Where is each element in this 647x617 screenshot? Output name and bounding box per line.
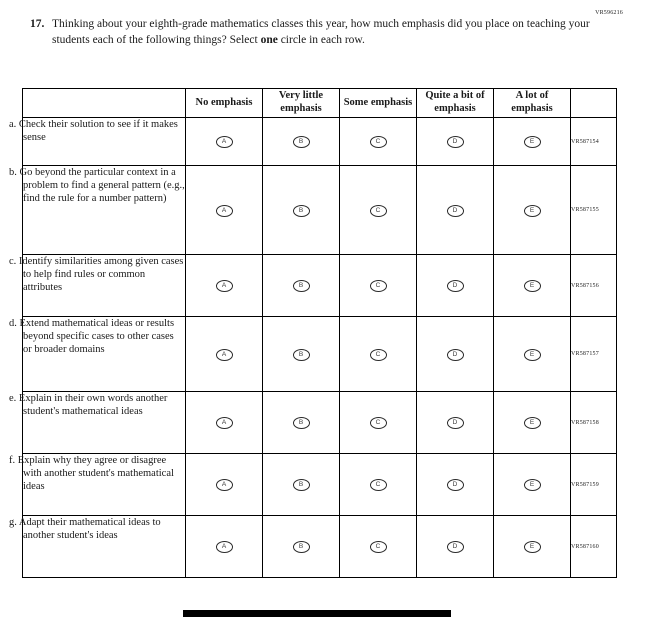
answer-cell [417, 255, 494, 317]
answer-cell [263, 317, 340, 392]
row-letter: g. [9, 517, 17, 528]
row-letter: d. [9, 318, 17, 329]
answer-bubble[interactable]: D [447, 349, 464, 361]
answer-cell [417, 516, 494, 578]
answer-bubble[interactable]: C [370, 280, 387, 292]
answer-bubble[interactable]: C [370, 205, 387, 217]
header-a-lot-emphasis: A lot of emphasis [494, 89, 571, 118]
answer-cell [494, 255, 571, 317]
row-code: VR587157 [571, 317, 617, 392]
answer-bubble[interactable]: D [447, 280, 464, 292]
question-number: 17. [30, 18, 45, 30]
row-text: Explain in their own words another student's mathematical ideas [16, 393, 168, 418]
header-very-little-emphasis: Very little emphasis [263, 89, 340, 118]
answer-bubble[interactable]: D [447, 136, 464, 148]
row-letter: b. [9, 167, 17, 178]
answer-cell [340, 166, 417, 255]
header-row [23, 89, 617, 118]
emphasis-table [9, 88, 617, 578]
answer-bubble[interactable]: C [370, 541, 387, 553]
row-label [9, 166, 186, 255]
answer-bubble[interactable]: D [447, 479, 464, 491]
row-code: VR587156 [571, 255, 617, 317]
header-quite-a-bit-emphasis: Quite a bit of emphasis [417, 89, 494, 118]
answer-bubble[interactable]: A [216, 479, 233, 491]
form-code: VR596216 [595, 10, 623, 16]
answer-cell [340, 454, 417, 516]
answer-bubble[interactable]: A [216, 136, 233, 148]
answer-cell [417, 392, 494, 454]
table-row [23, 454, 617, 516]
answer-cell [263, 255, 340, 317]
question-text-after: circle in each row. [277, 33, 365, 46]
header-empty-code [571, 89, 617, 118]
answer-bubble[interactable]: B [293, 205, 310, 217]
answer-cell [186, 516, 263, 578]
row-label [9, 317, 186, 392]
row-code: VR587155 [571, 166, 617, 255]
answer-bubble[interactable]: E [524, 541, 541, 553]
table-row [23, 392, 617, 454]
answer-bubble[interactable]: A [216, 205, 233, 217]
answer-bubble[interactable]: B [293, 280, 310, 292]
question-text [52, 17, 590, 49]
row-code: VR587154 [571, 118, 617, 166]
answer-bubble[interactable]: D [447, 541, 464, 553]
answer-cell [417, 118, 494, 166]
answer-cell [186, 317, 263, 392]
row-label [9, 454, 186, 516]
row-label [9, 118, 186, 166]
answer-cell [494, 392, 571, 454]
answer-bubble[interactable]: B [293, 417, 310, 429]
answer-bubble[interactable]: C [370, 479, 387, 491]
answer-cell [186, 166, 263, 255]
answer-cell [417, 166, 494, 255]
answer-bubble[interactable]: E [524, 417, 541, 429]
table-row [23, 516, 617, 578]
header-no-emphasis: No emphasis [186, 89, 263, 118]
answer-bubble[interactable]: A [216, 280, 233, 292]
answer-cell [340, 392, 417, 454]
answer-cell [417, 454, 494, 516]
answer-bubble[interactable]: B [293, 479, 310, 491]
table-body [9, 118, 617, 578]
row-text: Go beyond the particular context in a problem to find a general pattern (e.g., find the rule for a number pattern) [16, 167, 185, 205]
answer-bubble[interactable]: C [370, 136, 387, 148]
row-label [9, 255, 186, 317]
answer-cell [340, 255, 417, 317]
row-text: Extend mathematical ideas or results beyond specific cases to other cases or broader domains [16, 318, 175, 356]
answer-cell [340, 317, 417, 392]
answer-bubble[interactable]: D [447, 417, 464, 429]
answer-bubble[interactable]: E [524, 205, 541, 217]
header-some-emphasis: Some emphasis [340, 89, 417, 118]
answer-bubble[interactable]: B [293, 136, 310, 148]
answer-cell [340, 516, 417, 578]
row-text: Check their solution to see if it makes sense [16, 119, 178, 144]
row-letter: c. [9, 256, 17, 267]
answer-bubble[interactable]: D [447, 205, 464, 217]
answer-cell [263, 166, 340, 255]
answer-cell [263, 118, 340, 166]
answer-cell [340, 118, 417, 166]
answer-cell [186, 392, 263, 454]
table-row [23, 166, 617, 255]
table-row [23, 317, 617, 392]
answer-bubble[interactable]: E [524, 136, 541, 148]
row-letter: f. [9, 455, 16, 466]
answer-cell [263, 516, 340, 578]
answer-bubble[interactable]: A [216, 417, 233, 429]
row-code: VR587158 [571, 392, 617, 454]
answer-cell [186, 454, 263, 516]
row-letter: e. [9, 393, 17, 404]
table-row [23, 118, 617, 166]
answer-bubble[interactable]: E [524, 479, 541, 491]
answer-bubble[interactable]: B [293, 349, 310, 361]
answer-cell [494, 118, 571, 166]
answer-cell [494, 516, 571, 578]
answer-cell [186, 255, 263, 317]
print-alignment-bar [183, 610, 451, 617]
row-code: VR587160 [571, 516, 617, 578]
row-label [9, 392, 186, 454]
answer-bubble[interactable]: E [524, 280, 541, 292]
answer-bubble[interactable]: A [216, 541, 233, 553]
answer-cell [263, 392, 340, 454]
question-bold-word: one [260, 33, 278, 46]
answer-cell [417, 317, 494, 392]
answer-bubble[interactable]: C [370, 417, 387, 429]
row-text: Explain why they agree or disagree with another student's mathematical ideas [15, 455, 174, 493]
row-label [9, 516, 186, 578]
row-text: Adapt their mathematical ideas to another student's ideas [16, 517, 161, 542]
answer-bubble[interactable]: A [216, 349, 233, 361]
row-text: Identify similarities among given cases to help find rules or common attributes [16, 256, 184, 294]
answer-cell [494, 166, 571, 255]
answer-bubble[interactable]: C [370, 349, 387, 361]
row-letter: a. [9, 119, 17, 130]
answer-bubble[interactable]: B [293, 541, 310, 553]
answer-bubble[interactable]: E [524, 349, 541, 361]
answer-cell [494, 454, 571, 516]
table-row [23, 255, 617, 317]
header-empty-label [23, 89, 186, 118]
question-block [30, 17, 590, 49]
answer-cell [263, 454, 340, 516]
row-code: VR587159 [571, 454, 617, 516]
question-text-before: Thinking about your eighth-grade mathematics classes this year, how much emphasis did you place on teaching your students each of the following things? Select [52, 18, 590, 46]
answer-cell [494, 317, 571, 392]
answer-cell [186, 118, 263, 166]
